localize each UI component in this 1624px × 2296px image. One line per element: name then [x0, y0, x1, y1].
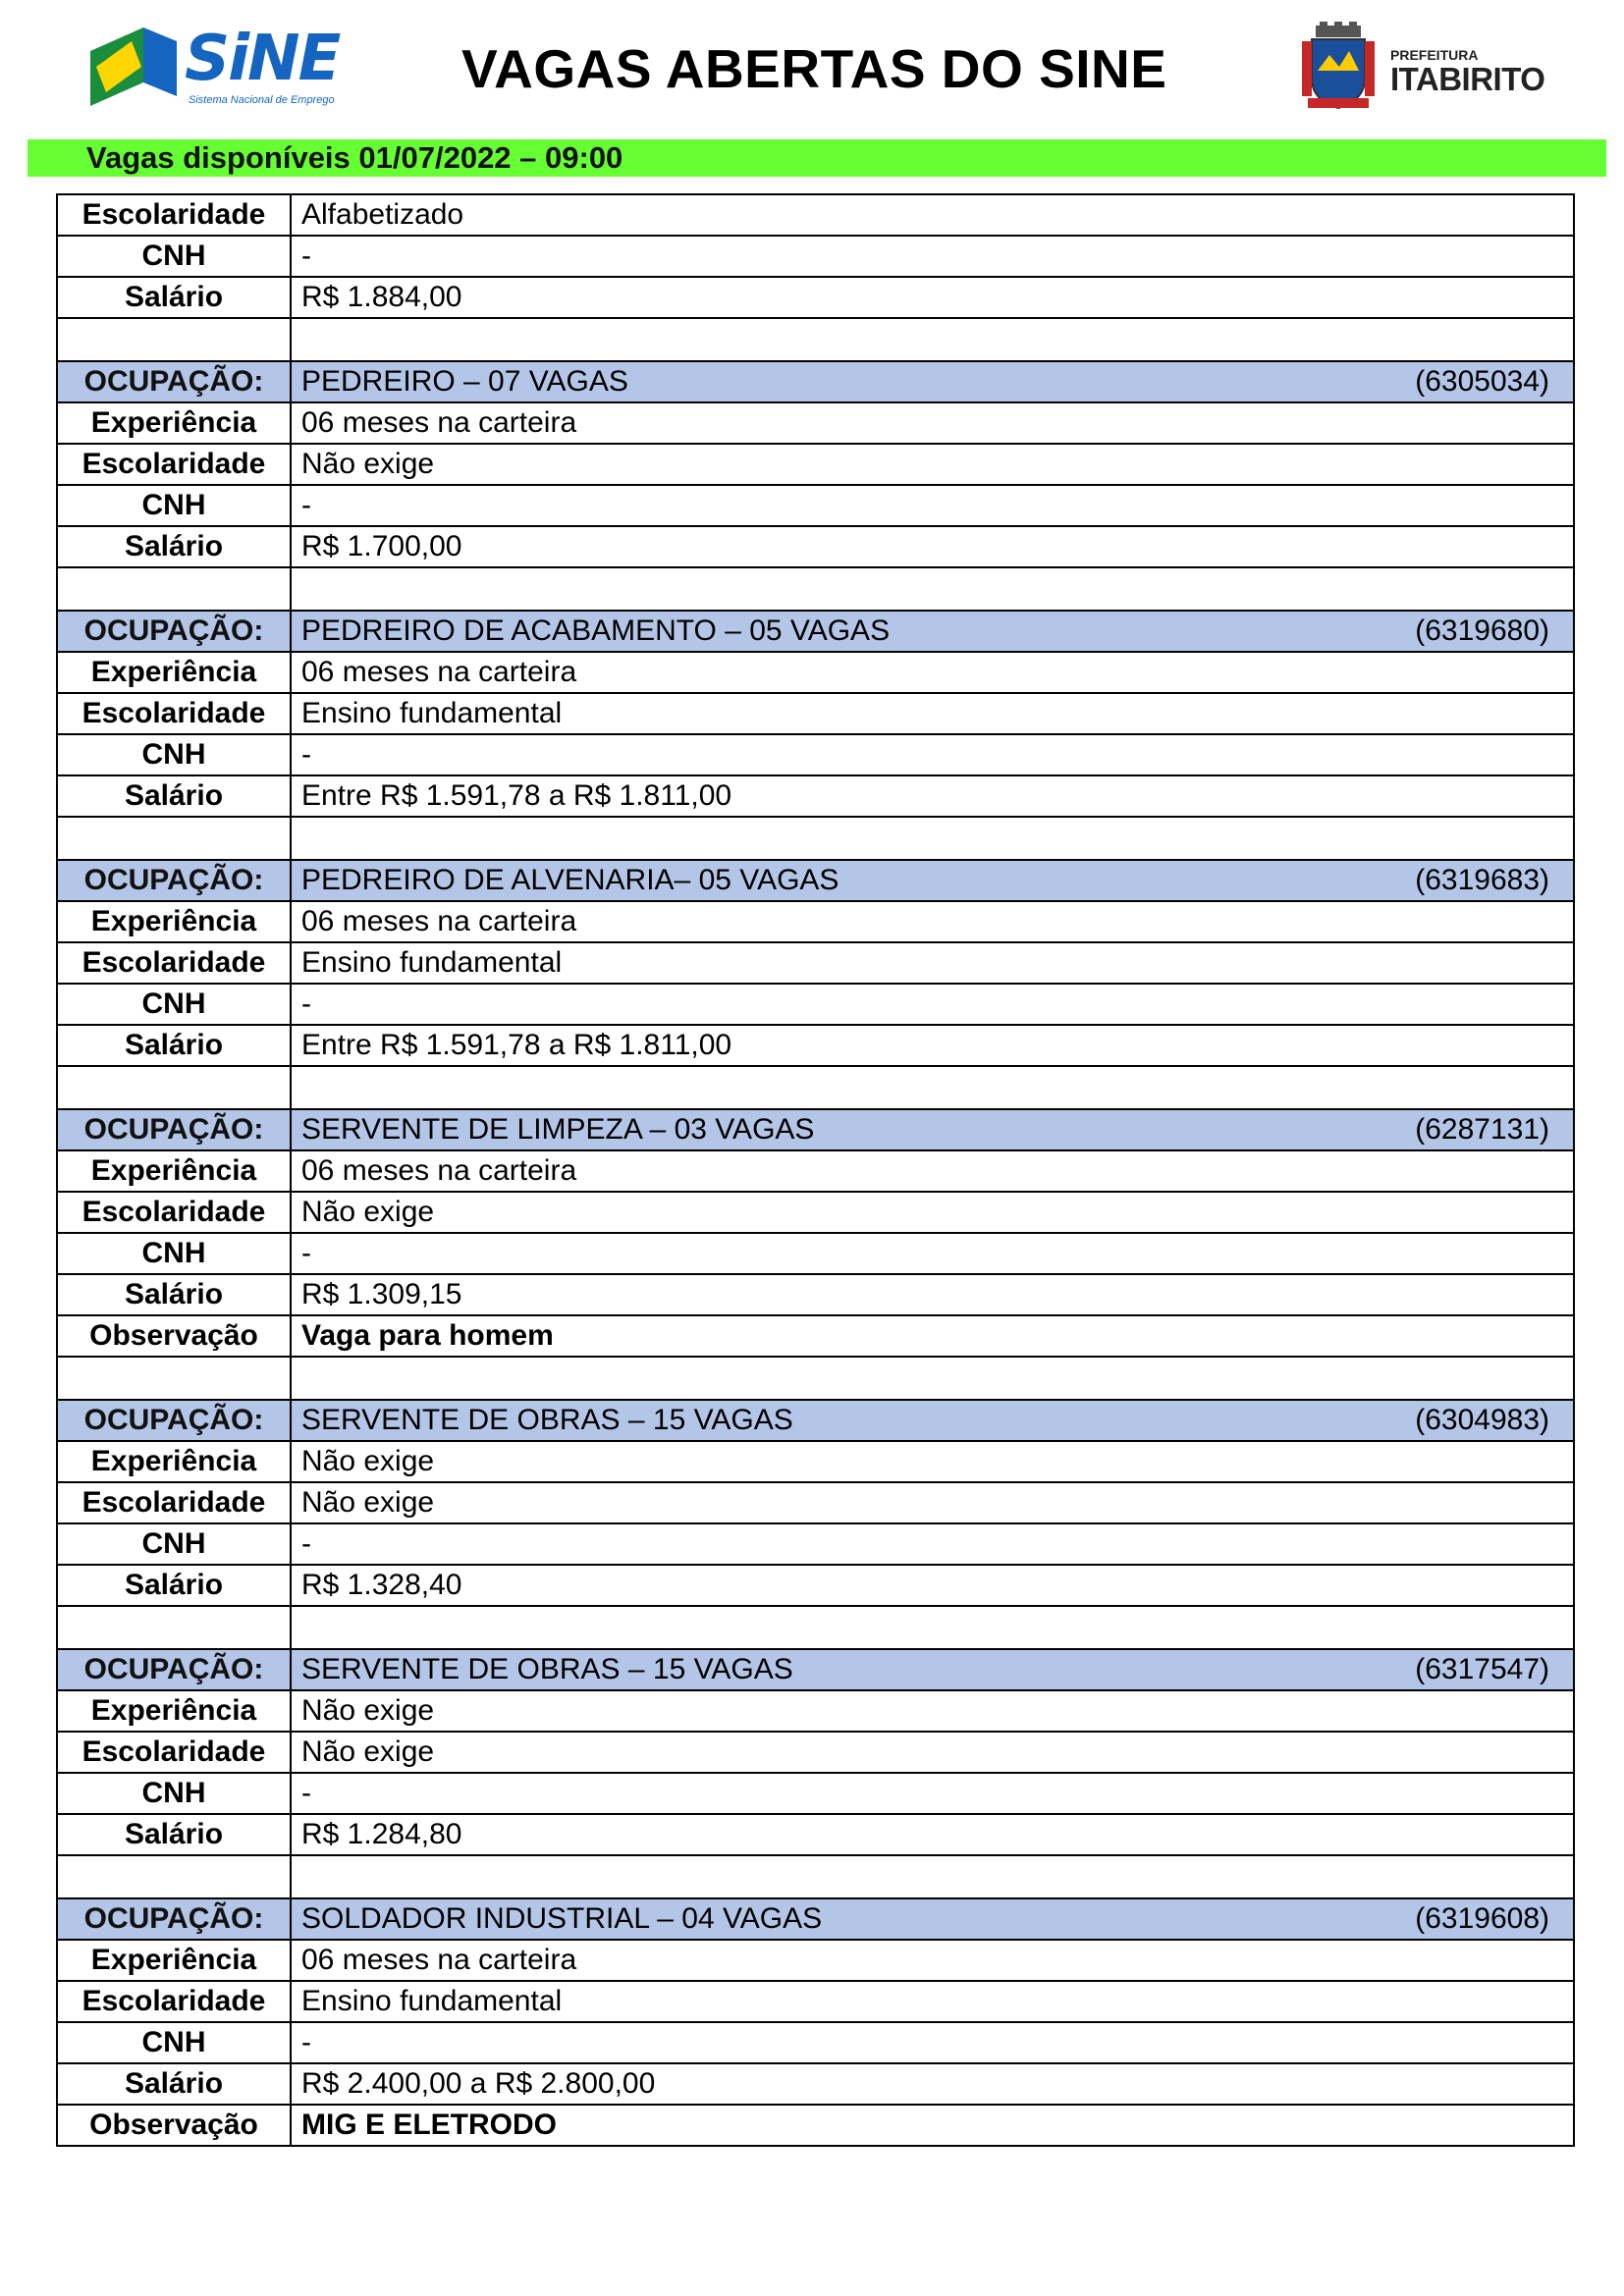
salary-value: R$ 1.700,00 [291, 526, 1574, 567]
cnh-value: - [291, 1773, 1574, 1814]
table-row [57, 652, 1574, 693]
salary-label: Salário [57, 1814, 291, 1855]
occupation-title: PEDREIRO – 07 VAGAS [301, 365, 628, 398]
job-code: (6317547) [1415, 1653, 1549, 1685]
occupation-row [57, 1649, 1574, 1690]
table-row [57, 734, 1574, 775]
cnh-value: - [291, 1233, 1574, 1274]
occupation-row [57, 611, 1574, 652]
education-label: Escolaridade [57, 1482, 291, 1523]
education-value: Não exige [291, 1732, 1574, 1773]
date-banner-text: Vagas disponíveis 01/07/2022 – 09:00 [86, 140, 623, 175]
cnh-label: CNH [57, 1773, 291, 1814]
city-name: ITABIRITO [1390, 61, 1545, 97]
occupation-label: OCUPAÇÃO: [57, 1400, 291, 1441]
cnh-label: CNH [57, 734, 291, 775]
sine-logo-subtitle: Sistema Nacional de Emprego [189, 94, 335, 106]
spacer-row [57, 1855, 1574, 1898]
salary-value: R$ 1.284,80 [291, 1814, 1574, 1855]
table-row [57, 277, 1574, 318]
prefeitura-label: PREFEITURA [1390, 47, 1479, 63]
experience-label: Experiência [57, 652, 291, 693]
occupation-title: PEDREIRO DE ALVENARIA– 05 VAGAS [301, 864, 839, 896]
cnh-value: - [291, 485, 1574, 526]
salary-value: R$ 1.328,40 [291, 1565, 1574, 1606]
table-row [57, 526, 1574, 567]
cnh-label: CNH [57, 485, 291, 526]
occupation-row [57, 1898, 1574, 1940]
job-code: (6319608) [1415, 1902, 1549, 1935]
cnh-label: CNH [57, 1233, 291, 1274]
spacer-row [57, 817, 1574, 860]
education-label: Escolaridade [57, 693, 291, 734]
education-label: Escolaridade [57, 1192, 291, 1233]
cnh-label: CNH [57, 2022, 291, 2063]
cnh-label: CNH [57, 1523, 291, 1565]
table-row [57, 1690, 1574, 1732]
table-row [57, 1773, 1574, 1814]
page-title: VAGAS ABERTAS DO SINE [461, 38, 1167, 99]
salary-label: Salário [57, 277, 291, 318]
education-value: Não exige [291, 1482, 1574, 1523]
table-row [57, 236, 1574, 277]
job-code: (6287131) [1415, 1113, 1549, 1146]
table-row [57, 1274, 1574, 1315]
salary-label: Salário [57, 1025, 291, 1066]
date-banner [27, 139, 1606, 177]
salary-value: Entre R$ 1.591,78 a R$ 1.811,00 [291, 1025, 1574, 1066]
sine-logo [86, 22, 361, 112]
occupation-label: OCUPAÇÃO: [57, 361, 291, 402]
table-row [57, 1523, 1574, 1565]
spacer-row [57, 1606, 1574, 1649]
experience-label: Experiência [57, 1690, 291, 1732]
cnh-label: CNH [57, 984, 291, 1025]
table-row [57, 402, 1574, 444]
observation-value: Vaga para homem [291, 1315, 1574, 1357]
education-value: Alfabetizado [291, 194, 1574, 236]
table-row [57, 1150, 1574, 1192]
occupation-label: OCUPAÇÃO: [57, 611, 291, 652]
cnh-label: CNH [57, 236, 291, 277]
table-row [57, 2063, 1574, 2105]
occupation-label: OCUPAÇÃO: [57, 1898, 291, 1940]
spacer-row [57, 567, 1574, 611]
salary-label: Salário [57, 2063, 291, 2105]
cnh-value: - [291, 984, 1574, 1025]
occupation-title: SERVENTE DE OBRAS – 15 VAGAS [301, 1653, 793, 1685]
spacer-row [57, 1066, 1574, 1109]
experience-value: 06 meses na carteira [291, 1150, 1574, 1192]
table-row [57, 1025, 1574, 1066]
table-row [57, 942, 1574, 984]
occupation-label: OCUPAÇÃO: [57, 1649, 291, 1690]
cnh-value: - [291, 2022, 1574, 2063]
cnh-value: - [291, 734, 1574, 775]
table-row [57, 984, 1574, 1025]
experience-value: Não exige [291, 1690, 1574, 1732]
experience-value: 06 meses na carteira [291, 901, 1574, 942]
education-label: Escolaridade [57, 942, 291, 984]
education-label: Escolaridade [57, 444, 291, 485]
education-value: Ensino fundamental [291, 942, 1574, 984]
salary-label: Salário [57, 526, 291, 567]
table-row [57, 1441, 1574, 1482]
experience-value: 06 meses na carteira [291, 652, 1574, 693]
table-row [57, 1565, 1574, 1606]
salary-label: Salário [57, 1274, 291, 1315]
table-row [57, 1192, 1574, 1233]
table-row [57, 2105, 1574, 2146]
experience-label: Experiência [57, 901, 291, 942]
experience-label: Experiência [57, 1150, 291, 1192]
salary-value: R$ 2.400,00 a R$ 2.800,00 [291, 2063, 1574, 2105]
occupation-row [57, 860, 1574, 901]
cnh-value: - [291, 236, 1574, 277]
occupation-title: SERVENTE DE LIMPEZA – 03 VAGAS [301, 1113, 815, 1146]
table-row [57, 1981, 1574, 2022]
salary-value: Entre R$ 1.591,78 a R$ 1.811,00 [291, 775, 1574, 817]
occupation-row [57, 1109, 1574, 1150]
education-label: Escolaridade [57, 1732, 291, 1773]
cnh-value: - [291, 1523, 1574, 1565]
observation-label: Observação [57, 2105, 291, 2146]
education-value: Ensino fundamental [291, 1981, 1574, 2022]
experience-value: 06 meses na carteira [291, 402, 1574, 444]
occupation-label: OCUPAÇÃO: [57, 860, 291, 901]
spacer-row [57, 318, 1574, 361]
table-row [57, 1814, 1574, 1855]
salary-label: Salário [57, 775, 291, 817]
occupation-title: PEDREIRO DE ACABAMENTO – 05 VAGAS [301, 614, 891, 647]
table-row [57, 775, 1574, 817]
sine-logo-text: SiNE [185, 23, 340, 95]
coat-of-arms-icon [1294, 22, 1382, 112]
experience-label: Experiência [57, 1940, 291, 1981]
table-row [57, 1732, 1574, 1773]
occupation-label: OCUPAÇÃO: [57, 1109, 291, 1150]
education-label: Escolaridade [57, 194, 291, 236]
table-row [57, 1482, 1574, 1523]
occupation-row [57, 361, 1574, 402]
job-code: (6305034) [1415, 365, 1549, 398]
experience-value: 06 meses na carteira [291, 1940, 1574, 1981]
table-row [57, 693, 1574, 734]
prefeitura-logo [1294, 22, 1549, 115]
job-code: (6319680) [1415, 614, 1549, 647]
education-value: Não exige [291, 1192, 1574, 1233]
salary-label: Salário [57, 1565, 291, 1606]
job-code: (6319683) [1415, 864, 1549, 896]
job-code: (6304983) [1415, 1404, 1549, 1436]
experience-value: Não exige [291, 1441, 1574, 1482]
occupation-title: SERVENTE DE OBRAS – 15 VAGAS [301, 1404, 793, 1436]
salary-value: R$ 1.309,15 [291, 1274, 1574, 1315]
education-label: Escolaridade [57, 1981, 291, 2022]
experience-label: Experiência [57, 402, 291, 444]
table-row [57, 1940, 1574, 1981]
occupation-title: SOLDADOR INDUSTRIAL – 04 VAGAS [301, 1902, 823, 1935]
education-value: Ensino fundamental [291, 693, 1574, 734]
table-row [57, 1315, 1574, 1357]
spacer-row [57, 1357, 1574, 1400]
page-header [0, 0, 1624, 137]
experience-label: Experiência [57, 1441, 291, 1482]
jobs-table [56, 193, 1575, 2147]
table-row [57, 2022, 1574, 2063]
observation-label: Observação [57, 1315, 291, 1357]
table-row [57, 1233, 1574, 1274]
salary-value: R$ 1.884,00 [291, 277, 1574, 318]
table-row [57, 194, 1574, 236]
brazil-flag-icon [86, 27, 177, 118]
table-row [57, 901, 1574, 942]
education-value: Não exige [291, 444, 1574, 485]
observation-value: MIG E ELETRODO [291, 2105, 1574, 2146]
table-row [57, 485, 1574, 526]
table-row [57, 444, 1574, 485]
occupation-row [57, 1400, 1574, 1441]
